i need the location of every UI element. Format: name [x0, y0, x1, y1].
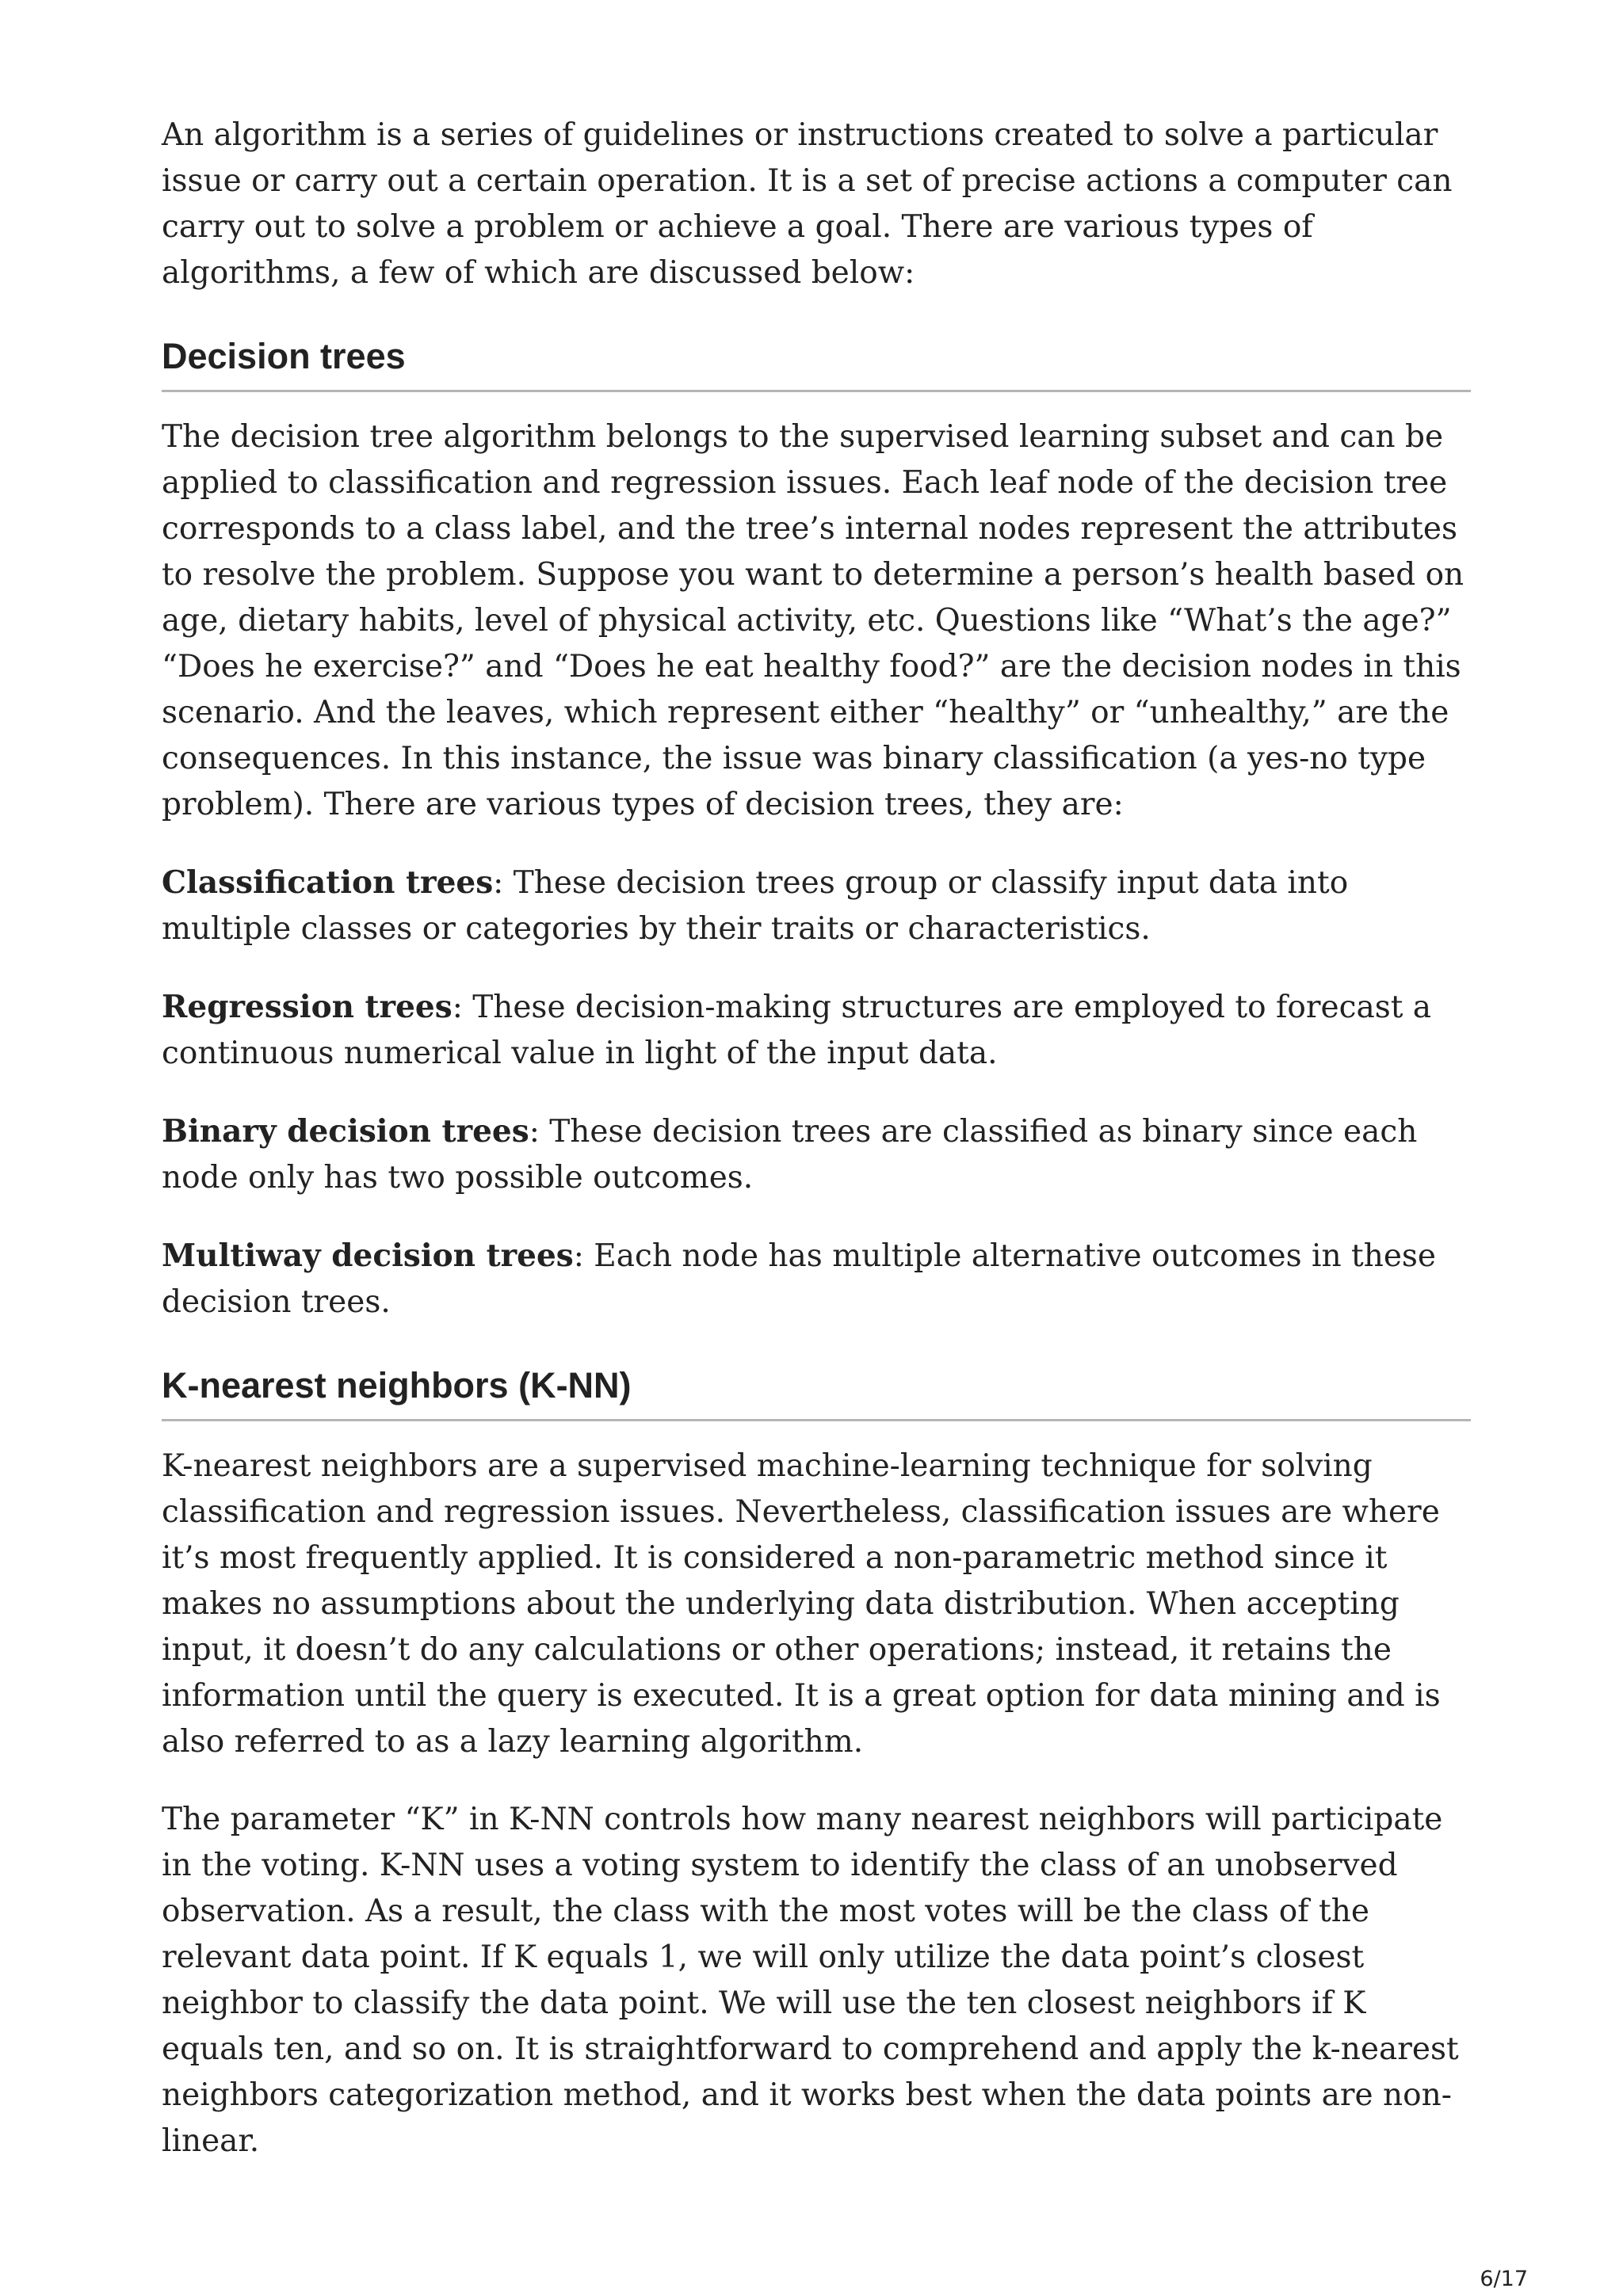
knn-heading: K-nearest neighbors (K-NN) — [162, 1363, 1471, 1421]
multiway-decision-trees-text: : Each node has multiple alternative outcomes in these decision trees. — [162, 1238, 1436, 1320]
document-page — [162, 113, 1471, 2196]
regression-trees-term: Regression trees — [162, 989, 453, 1025]
classification-trees-term: Classification trees — [162, 864, 494, 901]
classification-trees-text: : These decision trees group or classify input data into multiple classes or categories by their traits or characteristics. — [162, 865, 1349, 947]
classification-trees-item — [162, 860, 1471, 952]
regression-trees-item — [162, 984, 1471, 1077]
decision-trees-heading: Decision trees — [162, 334, 1471, 392]
binary-decision-trees-text: : These decision trees are classified as binary since each node only has two possible outcomes. — [162, 1114, 1418, 1196]
multiway-decision-trees-item — [162, 1233, 1471, 1325]
decision-trees-paragraph: The decision tree algorithm belongs to the supervised learning subset and can be applied to classification and regression issues. Each leaf node of the decision tree corresponds to a class label, and the tree’s internal nodes represent the attributes to resolve the problem. Suppose you want to determine a person’s health based on age, dietary habits, level of physical activity, etc. Questions like “What’s the age?” “Does he exercise?” and “Does he eat healthy food?” are the decision nodes in this scenario. And the leaves, which represent either “healthy” or “unhealthy,” are the consequences. In this instance, the issue was binary classification (a yes-no type problem). There are various types of decision trees, they are: — [162, 419, 1465, 822]
regression-trees-text: : These decision-making structures are employed to forecast a continuous numerical value in light of the input data. — [162, 990, 1432, 1071]
decision-trees-section — [162, 334, 1471, 1325]
binary-decision-trees-term: Binary decision trees — [162, 1113, 529, 1150]
page-number: 6/17 — [1480, 2267, 1528, 2291]
binary-decision-trees-item — [162, 1108, 1471, 1201]
intro-paragraph: An algorithm is a series of guidelines or instructions created to solve a particular issue or carry out a certain operation. It is a set of precise actions a computer can carry out to solve a problem or achieve a goal. There are various types of algorithms, a few of which are discussed below: — [162, 117, 1453, 291]
multiway-decision-trees-term: Multiway decision trees — [162, 1238, 574, 1274]
knn-paragraph-2: The parameter “K” in K-NN controls how many nearest neighbors will participate in the voting. K-NN uses a voting system to identify the class of an unobserved observation. As a result, the class with the most votes will be the class of the relevant data point. If K equals 1, we will only utilize the data point’s closest neighbor to classify the data point. We will use the ten closest neighbors if K equals ten, and so on. It is straightforward to comprehend and apply the k-nearest neighbors categorization method, and it works best when the data points are non-linear. — [162, 1802, 1459, 2159]
knn-paragraph-1: K-nearest neighbors are a supervised machine-learning technique for solving classification and regression issues. Nevertheless, classification issues are where it’s most frequently applied. It is considered a non-parametric method since it makes no assumptions about the underlying data distribution. When accepting input, it doesn’t do any calculations or other operations; instead, it retains the information until the query is executed. It is a great option for data mining and is also referred to as a lazy learning algorithm. — [162, 1448, 1441, 1760]
knn-section — [162, 1363, 1471, 2164]
